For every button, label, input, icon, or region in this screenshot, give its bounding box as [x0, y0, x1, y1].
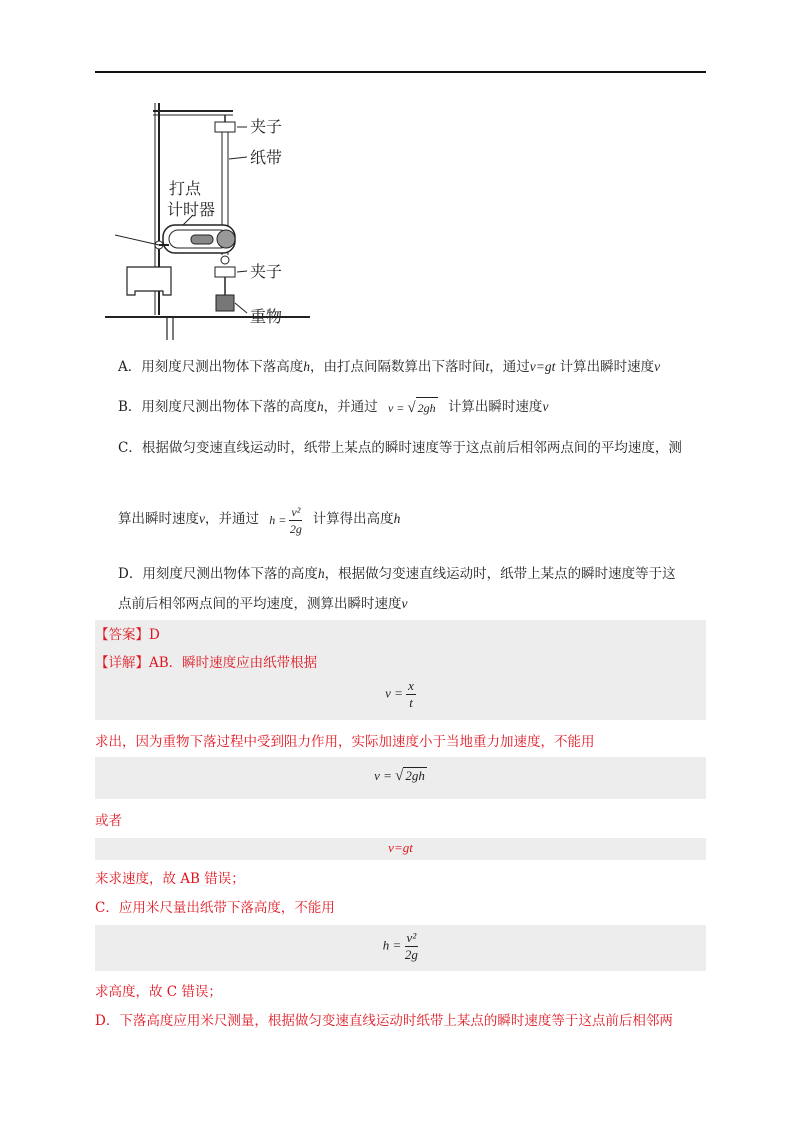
formula-band-4	[95, 925, 706, 971]
apparatus-figure	[105, 95, 310, 340]
option-a: A．用刻度尺测出物体下落高度h，由打点间隔数算出下落时间t，通过v=gt 计算出瞬时速度v	[118, 359, 661, 375]
formula-band-2	[95, 757, 706, 799]
explanation-intro: 【详解】AB．瞬时速度应由纸带根据	[95, 655, 318, 671]
option-c-line1: C．根据做匀变速直线运动时，纸带上某点的瞬时速度等于这点前后相邻两点间的平均速度，测	[118, 440, 682, 456]
answer-line: 【答案】D	[95, 627, 160, 643]
label-tape: 纸带	[250, 148, 283, 167]
formula-v-sqrt-2gh: v = √ 2gh	[374, 768, 425, 784]
label-clip-top: 夹子	[250, 117, 283, 136]
option-b: B．用刻度尺测出物体下落的高度h，并通过 v = √ 2gh 计算出瞬时速度v	[118, 399, 549, 416]
label-timer-1: 打点	[169, 179, 202, 198]
label-weight: 重物	[250, 307, 283, 326]
explanation-text-3: 来求速度，故 AB 错误；	[95, 871, 245, 887]
answer-band	[95, 620, 706, 720]
explanation-text-1: 求出，因为重物下落过程中受到阻力作用，实际加速度小于当地重力加速度，不能用	[95, 734, 595, 750]
formula-h-v2-2g-explanation: h = $\frac{\text{v²}}{2g}$	[382, 930, 418, 962]
explanation-text-6: D．下落高度应用米尺测量，根据做匀变速直线运动时纸带上某点的瞬时速度等于这点前后相邻两	[95, 1013, 673, 1029]
formula-band-3	[95, 838, 706, 860]
formula-v-x-t: v = $\frac{x}{t}$	[385, 678, 414, 710]
option-d-line2: 点前后相邻两点间的平均速度，测算出瞬时速度v	[118, 596, 408, 612]
label-timer-2: 计时器	[167, 200, 216, 219]
option-c-line2: 算出瞬时速度v，并通过 h = $\frac{\text{v²}}{2g}$ 计算得出高度h	[118, 497, 400, 542]
explanation-text-4: C．应用米尺量出纸带下落高度，不能用	[95, 900, 335, 916]
explanation-text-2: 或者	[95, 813, 122, 829]
header-rule	[95, 71, 706, 73]
label-clip-bottom: 夹子	[250, 262, 283, 281]
formula-v-gt: v=gt	[388, 840, 413, 855]
formula-sqrt-2gh: v = √ 2gh	[388, 397, 438, 418]
formula-h-v2-2g: h = $\frac{\text{v²}}{2g}$	[269, 505, 302, 537]
explanation-text-5: 求高度，故 C 错误；	[95, 984, 222, 1000]
option-d-line1: D．用刻度尺测出物体下落的高度h，根据做匀变速直线运动时，纸带上某点的瞬时速度等于这	[118, 566, 676, 582]
